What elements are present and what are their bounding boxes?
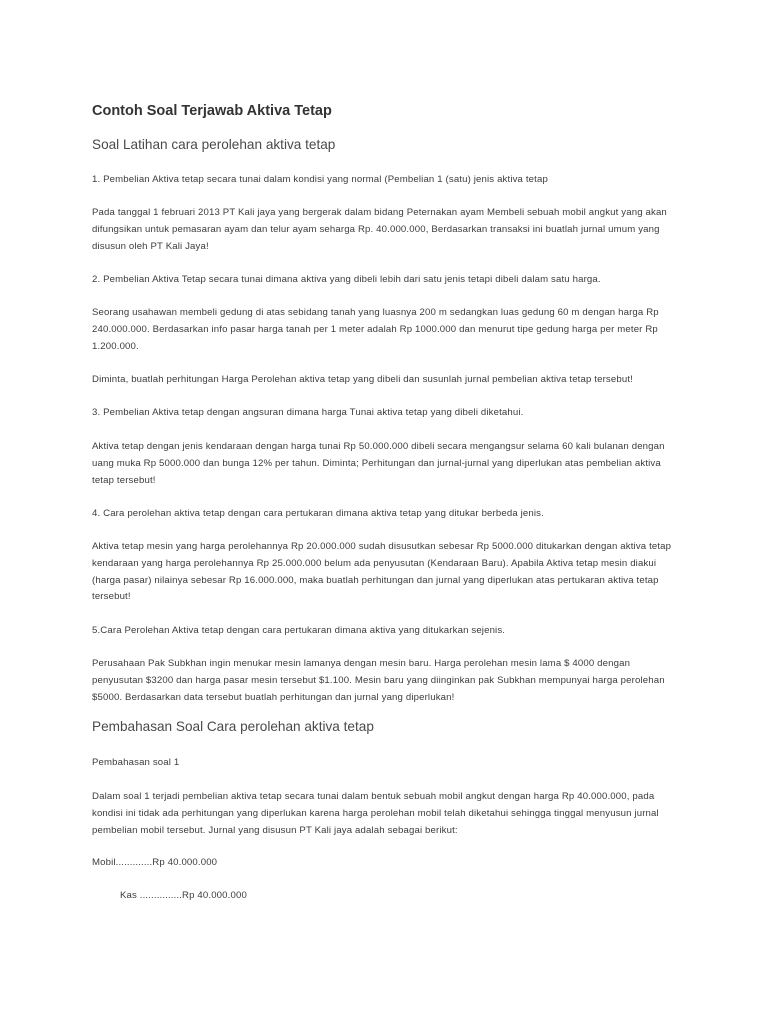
question-4-heading: 4. Cara perolehan aktiva tetap dengan cara pertukaran dimana aktiva tetap yang ditukar berbeda jenis.	[92, 508, 544, 519]
question-1-heading: 1. Pembelian Aktiva tetap secara tunai dalam kondisi yang normal (Pembelian 1 (satu) jenis aktiva tetap	[92, 174, 548, 185]
discussion-label: Pembahasan soal 1	[92, 757, 180, 768]
section-heading-practice: Soal Latihan cara perolehan aktiva tetap	[92, 137, 336, 152]
journal-credit-entry: Kas ...............Rp 40.000.000	[120, 890, 247, 901]
question-3-text: Aktiva tetap dengan jenis kendaraan dengan harga tunai Rp 50.000.000 dibeli secara mengangsur selama 60 kali bulanan dengan uang muka Rp 5000.000 dan bunga 12% per tahun. Diminta; Perhitungan dan jurnal-jurnal yang diperlukan atas pembelian aktiva tetap tersebut!	[92, 441, 665, 486]
journal-debit-entry: Mobil.............Rp 40.000.000	[92, 857, 218, 868]
question-3-heading: 3. Pembelian Aktiva tetap dengan angsuran dimana harga Tunai aktiva tetap yang dibeli diketahui.	[92, 407, 524, 418]
question-5-heading: 5.Cara Perolehan Aktiva tetap dengan cara pertukaran dimana aktiva yang ditukarkan sejenis.	[92, 625, 506, 636]
section-heading-discussion: Pembahasan Soal Cara perolehan aktiva tetap	[92, 719, 374, 734]
question-2-heading: 2. Pembelian Aktiva Tetap secara tunai dimana aktiva yang dibeli lebih dari satu jenis tetapi dibeli dalam satu harga.	[92, 274, 601, 285]
question-2-instruction: Diminta, buatlah perhitungan Harga Perolehan aktiva tetap yang dibeli dan susunlah jurnal pembelian aktiva tetap tersebut!	[92, 374, 633, 385]
discussion-text: Dalam soal 1 terjadi pembelian aktiva tetap secara tunai dalam bentuk sebuah mobil angkut dengan harga Rp 40.000.000, pada kondisi ini tidak ada perhitungan yang diperlukan karena harga perolehan mobil telah diketahui sehingga tinggal menyusun jurnal pembelian mobil tersebut. Jurnal yang disusun PT Kali jaya adalah sebagai berikut:	[92, 791, 659, 836]
question-2-text: Seorang usahawan membeli gedung di atas sebidang tanah yang luasnya 200 m sedangkan luas gedung 60 m dengan harga Rp 240.000.000. Berdasarkan info pasar harga tanah per 1 meter adalah Rp 1000.000 dan menurut tipe gedung harga per meter Rp 1.200.000.	[92, 307, 659, 352]
question-4-text: Aktiva tetap mesin yang harga perolehannya Rp 20.000.000 sudah disusutkan sebesar Rp 5000.000 ditukarkan dengan aktiva tetap kendaraan yang harga perolehannya Rp 25.000.000 belum ada penyusutan (Kendaraan Baru). Apabila Aktiva tetap mesin diakui (harga pasar) nilainya sebesar Rp 16.000.000, maka buatlah perhitungan dan jurnal yang diperlukan atas pertukaran aktiva tetap tersebut!	[92, 541, 672, 603]
question-5-text: Perusahaan Pak Subkhan ingin menukar mesin lamanya dengan mesin baru. Harga perolehan mesin lama $ 4000 dengan penyusutan $3200 dan harga pasar mesin tersebut $1.100. Mesin baru yang diinginkan pak Subkhan mempunyai harga perolehan $5000. Berdasarkan data tersebut buatlah perhitungan dan jurnal yang diperlukan!	[92, 658, 665, 703]
document-title: Contoh Soal Terjawab Aktiva Tetap	[92, 103, 332, 119]
question-1-text: Pada tanggal 1 februari 2013 PT Kali jaya yang bergerak dalam bidang Peternakan ayam Membeli sebuah mobil angkut yang akan difungsikan untuk pemasaran ayam dan telur ayam seharga Rp. 40.000.000, Berdasarkan transaksi ini buatlah jurnal umum yang disusun oleh PT Kali Jaya!	[92, 207, 667, 252]
